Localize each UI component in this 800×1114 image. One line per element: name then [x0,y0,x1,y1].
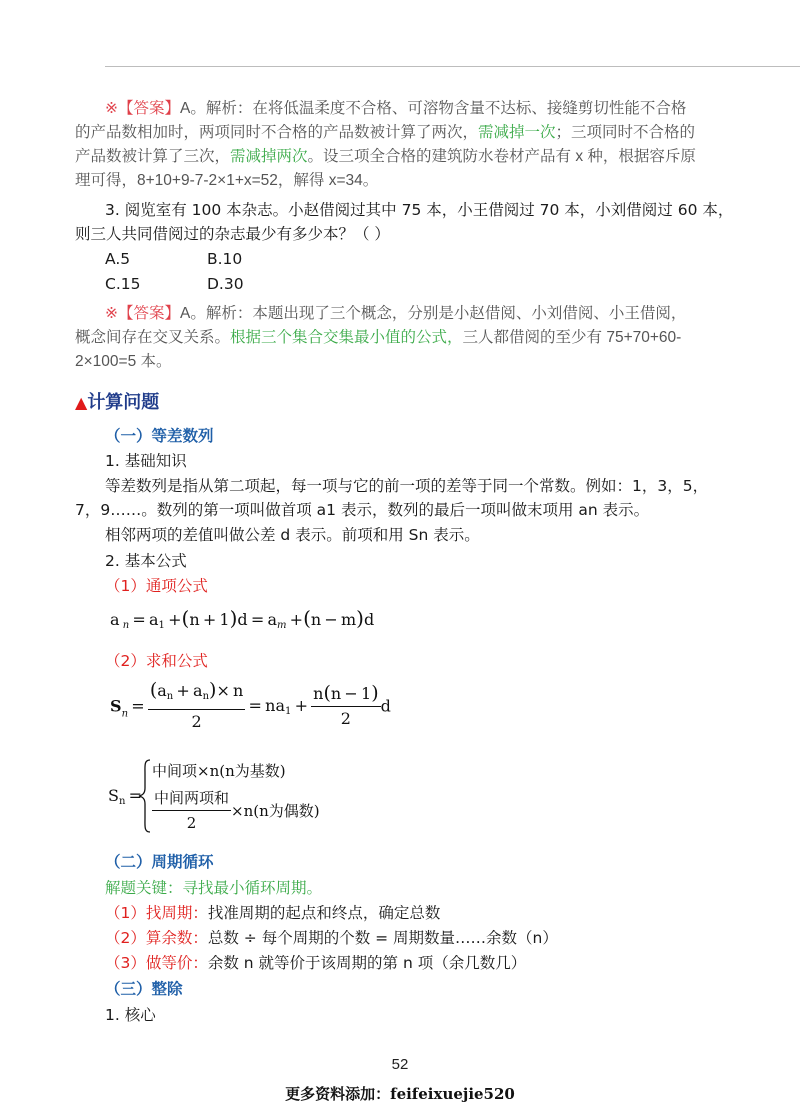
triangle-icon: ▲ [75,393,88,412]
piecewise-sum-formula [108,758,368,838]
answer-2-line-4: 理可得，8+10+9-7-2×1+x=52，解得 x=34。 [75,172,379,189]
subsection-title-cycle: （二）周期循环 [105,853,214,871]
page-number: 52 [391,1056,409,1073]
answer-2-line-3: 产品数被计算了三次，需减掉两次。设三项全合格的建筑防水卷材产品有 x 种，根据容斥原 [75,148,696,165]
answer-mark: ※【答案】 [105,100,180,117]
highlight-green: 根据三个集合交集最小值的公式， [230,329,463,346]
case-odd: 中间项×n(n为基数) [152,762,286,780]
cycle-key-point: 解题关键：寻找最小循环周期。 [105,879,323,897]
definition-line-2: 7，9……。数列的第一项叫做首项 a1 表示，数列的最后一项叫做末项用 an 表示。 [75,501,650,519]
section-heading: ▲计算问题 [75,392,160,413]
option-a: A.5 [105,250,131,268]
case-even: $\frac{\text{中间两项和}}{2}$ ×n(n为偶数) [154,789,320,832]
answer-3-line-3: 2×100=5 本。 [75,353,172,370]
question-3-line-2: 则三人共同借阅过的杂志最少有多少本？（ ） [75,225,390,243]
cycle-step-3: （3）做等价：余数 n 就等价于该周期的第 n 项（余几数几） [105,954,527,972]
cycle-step-2: （2）算余数：总数 ÷ 每个周期的个数 = 周期数量……余数（n） [105,929,558,947]
option-c: C.15 [105,275,141,293]
answer-3-line-2: 概念间存在交叉关系。根据三个集合交集最小值的公式，三人都借阅的至少有 75+70+60- [75,329,682,346]
sum-fraction-2: $\frac{n(n - 1)}{2}$ [313,682,379,728]
footer-note: 更多资料添加：feifeixuejie520 [285,1085,515,1103]
heading-core: 1. 核心 [105,1006,156,1024]
highlight-green: 需减掉一次 [478,124,556,141]
general-term-label: （1）通项公式 [105,577,208,595]
general-term-formula: a $n = a_1 +(n + 1)d$ = am +(n − m)d [110,606,375,631]
option-b: B.10 [207,250,243,268]
heading-basics: 1. 基础知识 [105,452,187,470]
option-d: D.30 [207,275,244,293]
sum-formula-label: （2）求和公式 [105,652,208,670]
sum-fraction-1: $\frac{(a_n + a_n)\times n}{2}$ [149,679,244,731]
highlight-green: 需减掉两次 [230,148,308,165]
answer-mark: ※【答案】 [105,305,180,322]
question-3-line-1: 3. 阅览室有 100 本杂志。小赵借阅过其中 75 本，小王借阅过 70 本，小刘借阅过 60 本， [105,201,734,219]
heading-formulas: 2. 基本公式 [105,552,187,570]
header-rule [105,66,800,67]
cycle-step-1: （1）找周期：找准周期的起点和终点，确定总数 [105,904,441,922]
subsection-title-arithmetic: （一）等差数列 [105,427,214,445]
answer-2-line-1: ※【答案】A。解析：在将低温柔度不合格、可溶物含量不达标、接缝剪切性能不合格 [105,100,687,117]
definition-line-1: 等差数列是指从第二项起，每一项与它的前一项的差等于同一个常数。例如：1，3，5， [105,477,709,495]
sum-formula: $S_n$ = $\frac{(a_n + a_n)\times n}{2}$ = $na_1$ + $\frac{n(n - 1)}{2}$ d [110,679,391,731]
left-brace-icon [138,758,152,834]
answer-3-line-1: ※【答案】A。解析：本题出现了三个概念，分别是小赵借阅、小刘借阅、小王借阅， [105,305,687,322]
definition-line-3: 相邻两项的差值叫做公差 d 表示。前项和用 Sn 表示。 [105,526,480,544]
sn-symbol: $S_n$ = [108,786,143,807]
answer-2-line-2: 的产品数相加时，两项同时不合格的产品数被计算了两次，需减掉一次；三项同时不合格的 [75,124,696,141]
subsection-title-divisibility: （三）整除 [105,980,183,998]
